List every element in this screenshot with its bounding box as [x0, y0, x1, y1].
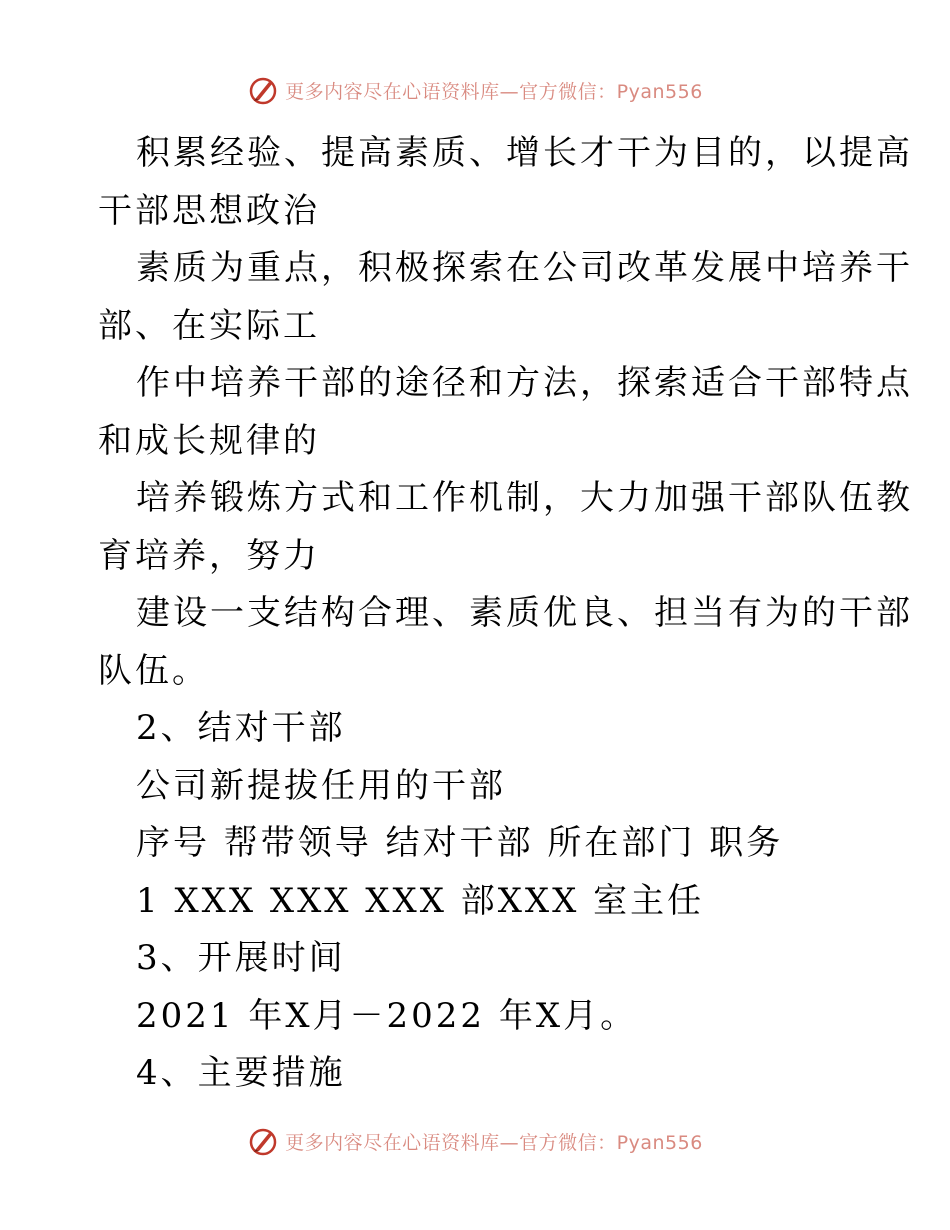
- header-banner: [0, 70, 950, 110]
- footer-banner: [0, 1121, 950, 1161]
- body-line: 和成长规律的: [98, 420, 320, 461]
- section-heading: 2、结对干部: [136, 708, 346, 748]
- body-line: 育培养，努力: [98, 535, 320, 576]
- body-line: 干部思想政治: [98, 190, 320, 231]
- section-heading: 3、开展时间: [136, 938, 346, 978]
- pen-logo-icon: [247, 1125, 279, 1157]
- body-line: 部、在实际工: [98, 305, 320, 346]
- table-row: 1 XXX XXX XXX 部XXX 室主任: [136, 880, 705, 921]
- section-heading: 4、主要措施: [136, 1053, 346, 1093]
- pen-logo-icon: [247, 74, 279, 106]
- body-line: 素质为重点，积极探索在公司改革发展中培养干: [136, 248, 913, 288]
- body-line: 公司新提拔任用的干部: [136, 765, 506, 806]
- body-line: 队伍。: [98, 650, 209, 691]
- body-line: 2021 年X月－2022 年X月。: [136, 995, 638, 1036]
- table-header-row: 序号 帮带领导 结对干部 所在部门 职务: [136, 823, 784, 863]
- body-line: 积累经验、提高素质、增长才干为目的，以提高: [136, 133, 913, 173]
- body-line: 培养锻炼方式和工作机制，大力加强干部队伍教: [136, 478, 913, 518]
- body-line: 作中培养干部的途径和方法，探索适合干部特点: [136, 363, 913, 403]
- header-banner-text: 更多内容尽在心语资料库—官方微信：Pyan556: [285, 80, 703, 103]
- body-line: 建设一支结构合理、素质优良、担当有为的干部: [136, 593, 913, 633]
- document-body: [98, 125, 913, 1103]
- footer-banner-text: 更多内容尽在心语资料库—官方微信：Pyan556: [285, 1131, 703, 1154]
